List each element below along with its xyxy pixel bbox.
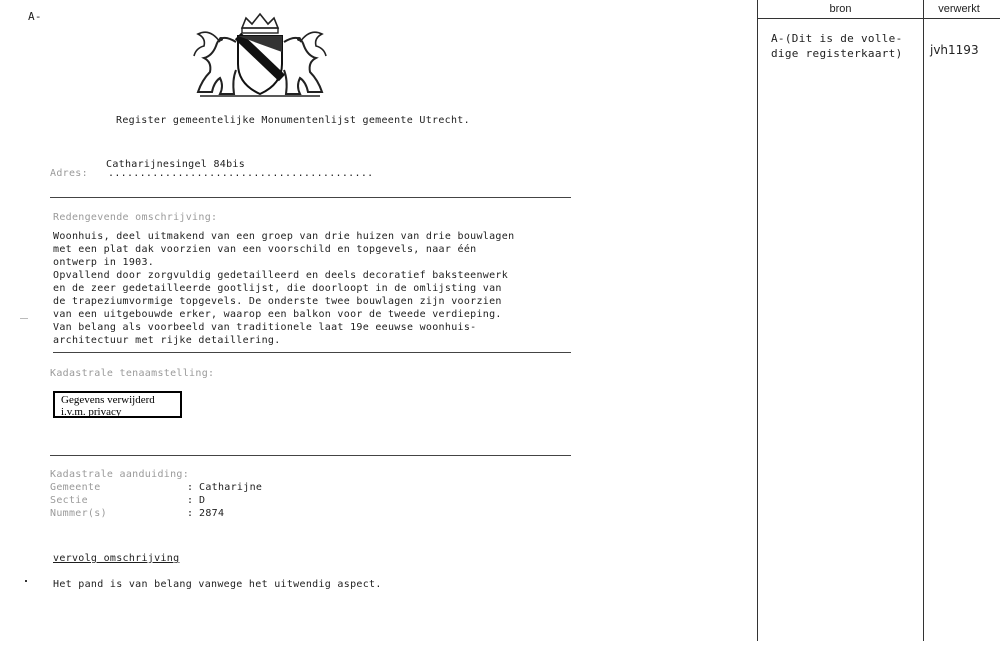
sidebar-header-rule [757, 18, 1000, 19]
row-separator: : [187, 482, 194, 493]
vervolg-label: vervolg omschrijving [53, 553, 180, 564]
divider-1 [50, 197, 571, 198]
address-label: Adres: [50, 168, 88, 179]
verwerkt-entry: jvh1193 [930, 43, 979, 57]
row-value: D [199, 495, 206, 506]
vervolg-text: Het pand is van belang vanwege het uitwendig aspect. [53, 579, 382, 590]
row-separator: : [187, 495, 194, 506]
sidebar-column-divider [923, 0, 924, 641]
bron-header: bron [829, 3, 852, 15]
divider-2 [53, 352, 571, 353]
register-title: Register gemeentelijke Monumentenlijst gemeente Utrecht. [116, 115, 470, 126]
corner-mark: A- [28, 10, 42, 23]
divider-3 [50, 455, 571, 456]
aanduiding-label: Kadastrale aanduiding: [50, 469, 190, 480]
speck [25, 580, 27, 582]
aanduiding-row-sectie [50, 495, 205, 506]
row-separator: : [187, 508, 194, 519]
utrecht-coat-of-arms-emblem [190, 12, 330, 100]
privacy-notice-box: Gegevens verwijderd i.v.m. privacy [53, 391, 182, 418]
row-label: Gemeente [50, 482, 101, 493]
bron-entry: A-(Dit is de volle- dige registerkaart) [771, 32, 903, 60]
row-value: 2874 [199, 508, 225, 519]
speck [20, 318, 28, 319]
row-label: Sectie [50, 495, 88, 506]
description-text: Woonhuis, deel uitmakend van een groep van drie huizen van drie bouwlagen met een plat dak voorzien van een voorschild en topgevels, naar één ontwerp in 1903. Opvallend door zorgvuldig gedetailleerd en deels decoratief baksteenwerk en de zeer gedetailleerde gootlijst, die doorloopt in de omlijsting van de trapeziumvormige topgevels. De onderste twee bouwlagen zijn voorzien van een uitgebouwde erker, waarop een balkon voor de tweede verdieping. Van belang als voorbeeld van traditionele laat 19e eeuwse woonhuis- architectuur met rijke detaillering. [53, 231, 515, 346]
aanduiding-row-gemeente [50, 482, 262, 493]
description-label: Redengevende omschrijving: [53, 212, 218, 223]
sidebar-left-border [757, 0, 758, 641]
row-label: Nummer(s) [50, 508, 107, 519]
address-dots: .......................................... [108, 168, 374, 179]
verwerkt-header: verwerkt [938, 3, 980, 15]
address-value: Catharijnesingel 84bis [106, 159, 246, 170]
aanduiding-row-nummers [50, 508, 224, 519]
tenaamstelling-label: Kadastrale tenaamstelling: [50, 368, 215, 379]
row-value: Catharijne [199, 482, 263, 493]
